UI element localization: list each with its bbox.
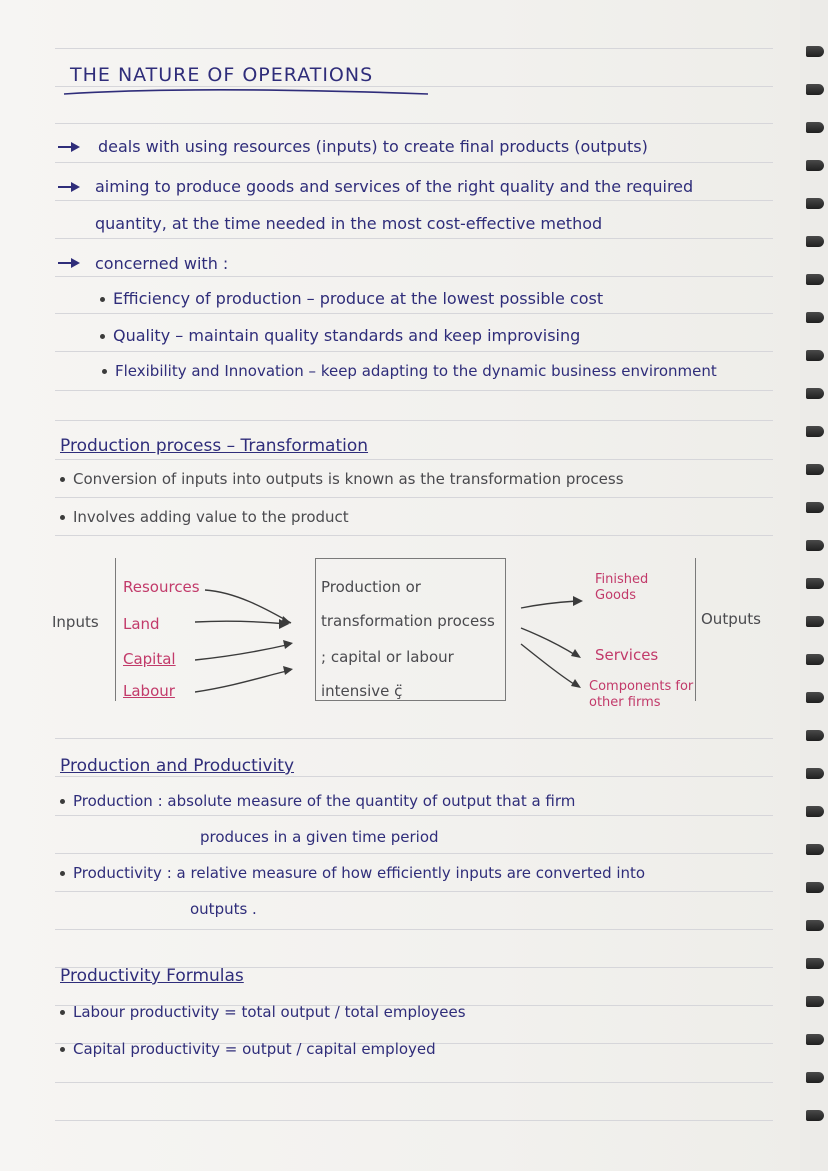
spiral-coil-icon [806,578,824,589]
ruled-line [55,535,773,536]
spiral-coil-icon [806,84,824,95]
ruled-line [55,123,773,124]
ruled-line [55,420,773,421]
spiral-coil-icon [806,236,824,247]
spiral-coil-icon [806,122,824,133]
formula-item: Capital productivity = output / capital employed [60,1040,436,1058]
spiral-coil-icon [806,1034,824,1045]
ruled-line [55,162,773,163]
bullet-icon [100,297,105,302]
spiral-coil-icon [806,160,824,171]
ruled-line [55,853,773,854]
intro-line: aiming to produce goods and services of the right quality and the required [95,177,694,196]
process-line: Production or [321,578,421,596]
spiral-coil-icon [806,654,824,665]
spiral-coil-icon [806,996,824,1007]
output-arrows [517,588,589,698]
section-heading: Production and Productivity [60,756,295,776]
bullet-icon [60,871,65,876]
spiral-coil-icon [806,920,824,931]
formula-item: Labour productivity = total output / total employees [60,1003,466,1021]
ruled-line [55,891,773,892]
outputs-label: Outputs [701,610,761,628]
spiral-coil-icon [806,882,824,893]
ruled-line [55,48,773,49]
ruled-line [55,776,773,777]
title-underline [62,86,432,100]
input-arrows [195,578,305,698]
output-label: Components for other firms [589,679,694,710]
concern-item: Efficiency of production – produce at the lowest possible cost [100,289,603,308]
ruled-line [55,1082,773,1083]
table-border [315,700,505,701]
bullet-icon [60,515,65,520]
intro-line: deals with using resources (inputs) to create final products (outputs) [98,137,648,156]
spiral-coil-icon [806,1072,824,1083]
table-border [115,558,116,701]
ruled-line [55,313,773,314]
spiral-coil-icon [806,350,824,361]
ruled-line [55,390,773,391]
spiral-coil-icon [806,502,824,513]
bullet-point: Involves adding value to the product [60,508,349,526]
table-border [315,558,316,701]
section-heading: Production process – Transformation [60,436,369,456]
ruled-line [55,929,773,930]
bullet-icon [102,369,107,374]
spiral-coil-icon [806,46,824,57]
ruled-line [55,815,773,816]
inputs-label: Inputs [52,613,99,631]
arrow-right-icon [56,140,82,154]
spiral-coil-icon [806,1110,824,1121]
spiral-coil-icon [806,730,824,741]
ruled-line [55,200,773,201]
ruled-line [55,1120,773,1121]
definition-item: Productivity : a relative measure of how efficiently inputs are converted into [60,864,645,882]
spiral-coil-icon [806,274,824,285]
definition-item: Production : absolute measure of the quantity of output that a firm [60,792,575,810]
definition-continuation: outputs . [190,900,257,918]
table-border [315,558,505,559]
spiral-coil-icon [806,426,824,437]
definition-continuation: produces in a given time period [200,828,439,846]
spiral-coil-icon [806,198,824,209]
spiral-coil-icon [806,958,824,969]
intro-line: quantity, at the time needed in the most cost-effective method [95,214,603,233]
resource-label: Land [123,615,160,633]
spiral-coil-icon [806,844,824,855]
ruled-line [55,276,773,277]
process-line: ; capital or labour [321,648,454,666]
table-border [505,558,506,701]
transformation-diagram [52,558,773,710]
concern-item: Flexibility and Innovation – keep adapting to the dynamic business environment [102,362,717,380]
resource-label: Resources [123,578,200,596]
intro-line: concerned with : [95,254,229,273]
concern-item: Quality – maintain quality standards and keep improvising [100,326,580,345]
page-title: THE NATURE OF OPERATIONS [70,64,374,86]
bullet-point: Conversion of inputs into outputs is known as the transformation process [60,470,624,488]
resource-label: Labour [123,682,175,700]
bullet-icon [60,477,65,482]
bullet-icon [100,334,105,339]
spiral-coil-icon [806,616,824,627]
section-heading: Productivity Formulas [60,966,244,986]
ruled-line [55,238,773,239]
spiral-binding [800,0,828,1171]
spiral-coil-icon [806,768,824,779]
ruled-line [55,459,773,460]
spiral-coil-icon [806,388,824,399]
bullet-icon [60,1010,65,1015]
spiral-coil-icon [806,540,824,551]
spiral-coil-icon [806,692,824,703]
ruled-line [55,738,773,739]
ruled-line [55,497,773,498]
output-label: Finished Goods [595,572,649,603]
spiral-coil-icon [806,464,824,475]
ruled-line [55,351,773,352]
arrow-right-icon [56,256,82,270]
bullet-icon [60,799,65,804]
output-label: Services [595,646,659,664]
bullet-icon [60,1047,65,1052]
process-line: transformation process [321,612,495,630]
spiral-coil-icon [806,806,824,817]
arrow-right-icon [56,180,82,194]
spiral-coil-icon [806,312,824,323]
resource-label: Capital [123,650,176,668]
process-line: intensive ç̈ [321,682,403,700]
